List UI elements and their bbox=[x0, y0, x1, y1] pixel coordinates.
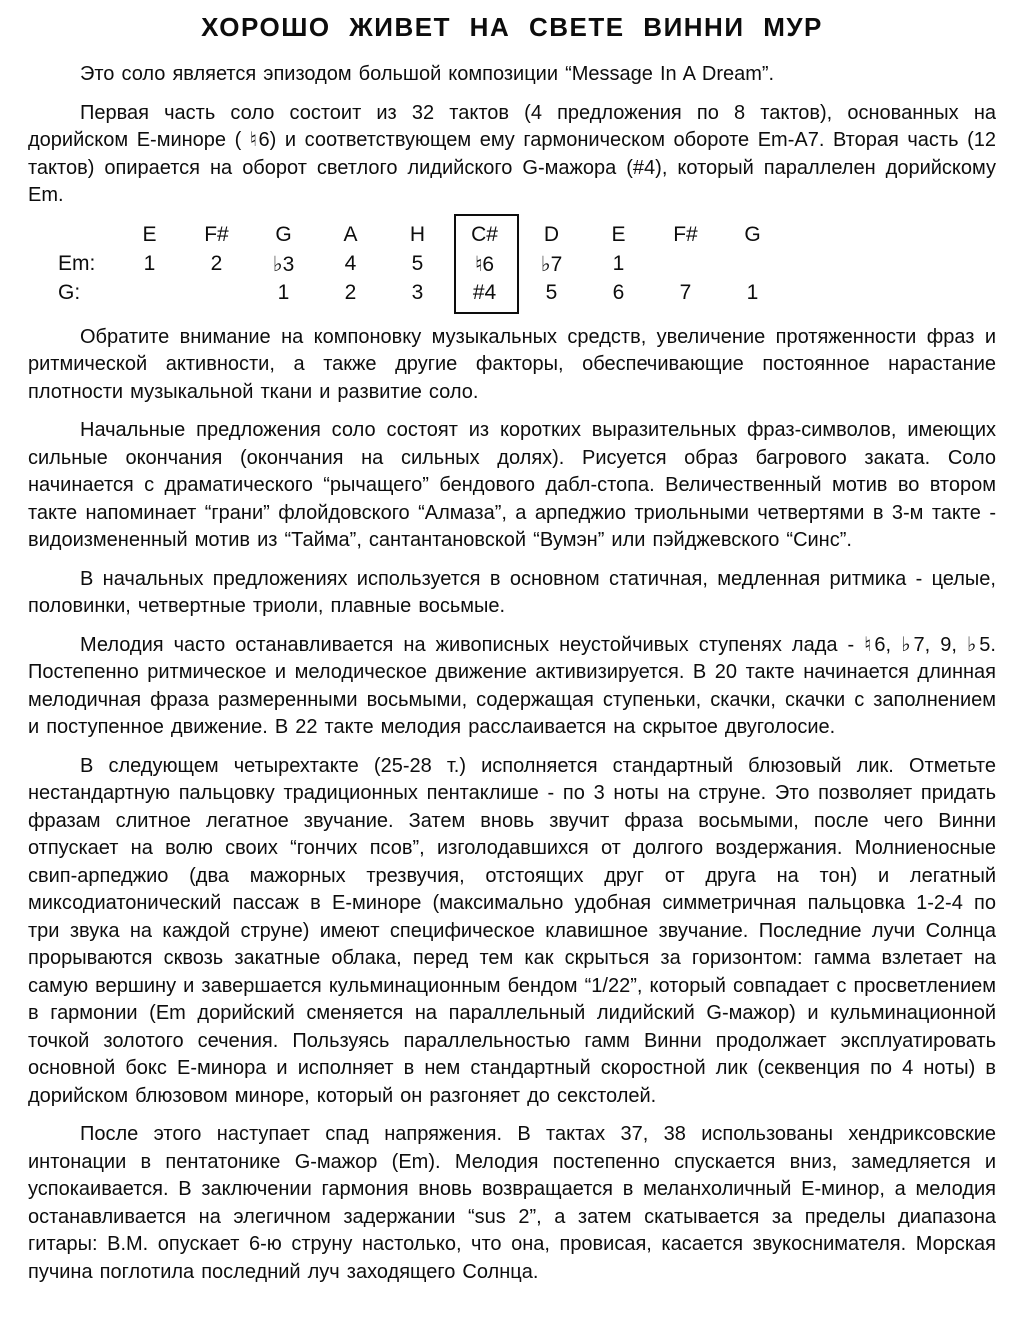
table-cell: ♭7 bbox=[540, 252, 563, 276]
table-cell-boxed: ♮6 bbox=[474, 252, 495, 276]
table-cell: ♭3 bbox=[272, 252, 295, 276]
paragraph-attention: Обратите внимание на компоновку музыкальных средств, увеличение протяженности фраз и ритмической активности, а также другие факторы, обеспечивающие постоянное нарастание плотности музыкальной ткани и развитие соло. bbox=[28, 325, 996, 403]
paragraph-intro: Это соло является эпизодом большой композиции “Message In A Dream”. bbox=[80, 63, 775, 85]
row-label: G: bbox=[58, 281, 81, 304]
paragraph-opening-phrases: Начальные предложения соло состоят из коротких выразительных фраз-символов, имеющих сильные окончания (окончания на сильных долях). Рисуется образ багрового заката. Соло начинается с драматического “рычащего” бендового дабл-стопа. Величественный мотив во втором такте напоминает “грани” флойдовского “Алмаза”, а арпеджио триольными четвертями в 3-м такте - видоизмененный мотив из “Тайма”, сантантановской “Вумэн” или пэйджевского “Синс”. bbox=[28, 419, 996, 551]
table-cell: 5 bbox=[411, 252, 424, 275]
table-cell: D bbox=[543, 223, 560, 246]
table-row-g bbox=[58, 279, 996, 308]
table-cell: F# bbox=[673, 223, 698, 246]
table-cell-boxed: C# bbox=[471, 223, 498, 246]
table-cell: 6 bbox=[612, 281, 625, 304]
table-cell: A bbox=[343, 223, 358, 246]
table-row-notes bbox=[58, 221, 996, 250]
table-cell: G bbox=[275, 223, 292, 246]
table-cell: 3 bbox=[411, 281, 424, 304]
table-cell: E bbox=[611, 223, 626, 246]
table-cell: 2 bbox=[344, 281, 357, 304]
paragraph-melody-steps: Мелодия часто останавливается на живописных неустойчивых ступенях лада - ♮6, ♭7, 9, ♭5. Постепенно ритмическое и мелодическое движение активизируется. В 20 такте начинается длинная мелодичная фраза размеренными восьмыми, содержащая ступеньки, скачки, скачки с заполнением и поступенное движение. В 22 такте мелодия расслаивается на скрытое двуголосие. bbox=[28, 633, 996, 738]
table-cell: 1 bbox=[612, 252, 625, 275]
table-cell: 1 bbox=[143, 252, 156, 275]
table-cell: 5 bbox=[545, 281, 558, 304]
row-label: Em: bbox=[58, 252, 96, 275]
paragraph-structure: Первая часть соло состоит из 32 тактов (4 предложения по 8 тактов), основанных на дорийском Е-миноре ( ♮6) и соответствующем ему гармоническом обороте Em-A7. Вторая часть (12 тактов) опирается на оборот светлого лидийского G-мажора (#4), который параллелен дорийскому Em. bbox=[28, 101, 996, 206]
table-cell: F# bbox=[204, 223, 229, 246]
paragraph-rhythm: В начальных предложениях используется в основном статичная, медленная ритмика - целые, половинки, четвертные триоли, плавные восьмые. bbox=[28, 567, 996, 617]
paragraph-conclusion: После этого наступает спад напряжения. В тактах 37, 38 использованы хендриксовские интонации в пентатонике G-мажор (Em). Мелодия постепенно спускается вниз, замедляется и успокаивается. В заключении гармония вновь возвращается в меланхоличный Е-минор, а мелодия останавливается на элегичном задержании “sus 2”, а затем скатывается за пределы диапазона гитары: В.М. опускает 6-ю струну настолько, что она, провисая, касается звукоснимателя. Морская пучина поглотила последний луч заходящего Солнца. bbox=[28, 1123, 996, 1283]
table-cell: 2 bbox=[210, 252, 223, 275]
table-cell: 7 bbox=[679, 281, 692, 304]
paragraph-blues-lick: В следующем четырехтакте (25-28 т.) исполняется стандартный блюзовый лик. Отметьте нестандартную пальцовку традиционных пентаклише - по 3 ноты на струне. Это позволяет придать фразам слитное легатное звучание. Затем вновь звучит фраза восьмыми, после чего Винни отпускает на волю своих “гончих псов”, изголодавшихся от долгого воздержания. Молниеносные свип-арпеджио (два мажорных трезвучия, отстоящих друг от друга на тон) и легатный миксодиатонический пассаж в Е-миноре (максимально удобная симметричная пальцовка 1-2-4 по три звука на каждой струне) имеют специфическое клавишное звучание. Последние лучи Солнца прорываются сквозь закатные облака, перед тем как скрыться за горизонтом: гамма взлетает на самую вершину и завершается кульминационным бендом “1/22”, который совпадает с просветлением в гармонии (Em дорийский сменяется на параллельный лидийский G-мажор) и кульминационной точкой золотого сечения. Пользуясь параллельностью гамм Винни продолжает эксплуатировать основной бокс Е-минора и исполняет в нем стандартный скоростной лик (секвенция по 4 ноты) в дорийском блюзовом миноре, который он разгоняет до секстолей. bbox=[28, 754, 996, 1107]
table-cell: E bbox=[142, 223, 157, 246]
table-cell: 1 bbox=[746, 281, 759, 304]
table-row-em bbox=[58, 250, 996, 279]
table-cell: 1 bbox=[277, 281, 290, 304]
table-cell: G bbox=[744, 223, 761, 246]
scale-degree-table bbox=[28, 221, 996, 308]
table-cell: 4 bbox=[344, 252, 357, 275]
page-title: ХОРОШО ЖИВЕТ НА СВЕТЕ ВИННИ МУР bbox=[201, 12, 823, 42]
table-cell: H bbox=[409, 223, 426, 246]
table-cell-boxed: #4 bbox=[472, 281, 497, 304]
